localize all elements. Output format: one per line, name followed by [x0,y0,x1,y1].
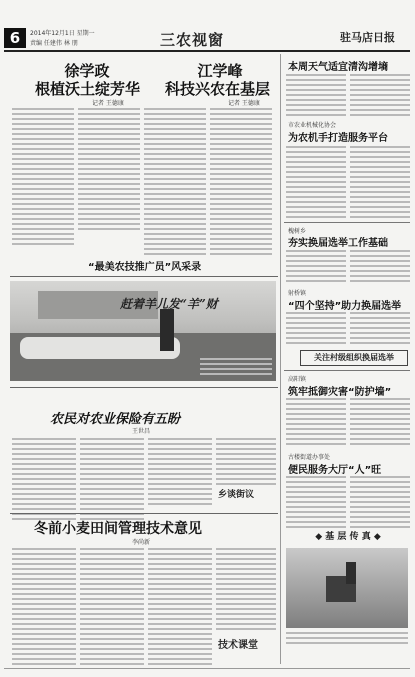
village-banner-text: 关注村级组织换届选举 [314,353,394,362]
gaoyang-text-col2 [350,398,410,448]
village-banner [300,350,408,366]
gulou-text-col2 [350,476,410,531]
headline-a1-name: 徐学政 [64,62,110,80]
issue-date: 2014年12月1日 星期一 [30,30,95,37]
insurance-byline: 王世昌 [132,428,151,435]
agri-mech-text-col1 [286,146,346,221]
weather-headline: 本周天气适宜清沟增墒 [288,62,388,73]
divider [284,222,410,223]
agri-mech-kicker: 市农业机械化协会 [288,122,337,129]
headline-a2-name: 江学峰 [197,62,243,80]
huaishu-text-col1 [286,250,346,285]
byline-a1: 记者 王德康 [92,100,124,107]
series-kicker: “最美农技推广员”风采录 [88,262,202,273]
wheat-text-col4 [216,548,276,633]
insurance-text-col1 [12,438,76,523]
huaishu-kicker: 槐树乡 [288,228,307,235]
footer-rule [4,668,410,669]
sheqiao-kicker: 射桥镇 [288,290,307,297]
headline-a2-title: 科技兴农在基层 [164,80,270,98]
insurance-text-col3 [148,438,212,508]
tiller-photo [286,548,408,628]
insurance-rule [10,387,278,388]
headline-a1-title: 根植沃土绽芳华 [34,80,140,98]
editor-line: 责编 任建伟 林 朋 [30,40,78,47]
gaoyang-text-col1 [286,398,346,448]
header-rule [4,50,410,52]
grassroots-banner [290,530,406,544]
agri-mech-text-col2 [350,146,410,221]
weather-text-col2 [350,74,410,119]
page-number: 6 [4,28,26,48]
wheat-text-col3 [148,548,212,668]
sheep-photo-caption: 赶着羊儿发“羊”财 [120,297,218,311]
wheat-text-col2 [80,548,144,668]
body-text-a1-col2 [78,108,140,233]
agri-mech-headline: 为农机手打造服务平台 [288,133,388,144]
wheat-byline: 李尚新 [132,539,151,546]
kicker-rule [10,276,278,277]
wheat-rule [10,513,278,514]
tiller-caption [286,632,408,647]
sheep-photo-credit [200,358,272,378]
column-tag-tech: 技术课堂 [218,640,258,651]
sheqiao-headline: “四个坚持”助力换届选举 [288,301,402,312]
masthead: 驻马店日报 [340,31,395,44]
sheqiao-text-col1 [286,312,346,347]
gaoyang-kicker: 高阳镇 [288,376,307,383]
section-title: 三农视窗 [160,31,225,49]
column-tag-xiangtan: 乡谈街议 [218,490,255,500]
gaoyang-headline: 筑牢抵御灾害“防护墙” [288,387,392,398]
wheat-text-col1 [12,548,76,668]
huaishu-text-col2 [350,250,410,285]
gulou-kicker: 古楼街道办事处 [288,454,331,461]
huaishu-headline: 夯实换届选举工作基础 [288,238,388,249]
gulou-text-col1 [286,476,346,531]
divider [284,370,410,371]
insurance-text-col4 [216,438,276,488]
gulou-headline: 便民服务大厅“人”旺 [288,465,382,476]
body-text-a2-col1 [144,108,206,258]
byline-a2: 记者 王德康 [228,100,260,107]
body-text-a1-col1 [12,108,74,248]
sheqiao-text-col2 [350,312,410,347]
insurance-headline: 农民对农业保险有五盼 [50,412,181,427]
grassroots-banner-text: ◆ 基 层 传 真 ◆ [315,532,381,542]
wheat-headline: 冬前小麦田间管理技术意见 [34,521,202,537]
column-divider [280,54,281,664]
insurance-text-col2 [80,438,144,523]
shepherd-figure [160,309,174,351]
weather-text-col1 [286,74,346,119]
body-text-a2-col2 [210,108,272,258]
sheep-flock [20,337,180,359]
farmer-figure [346,562,356,584]
